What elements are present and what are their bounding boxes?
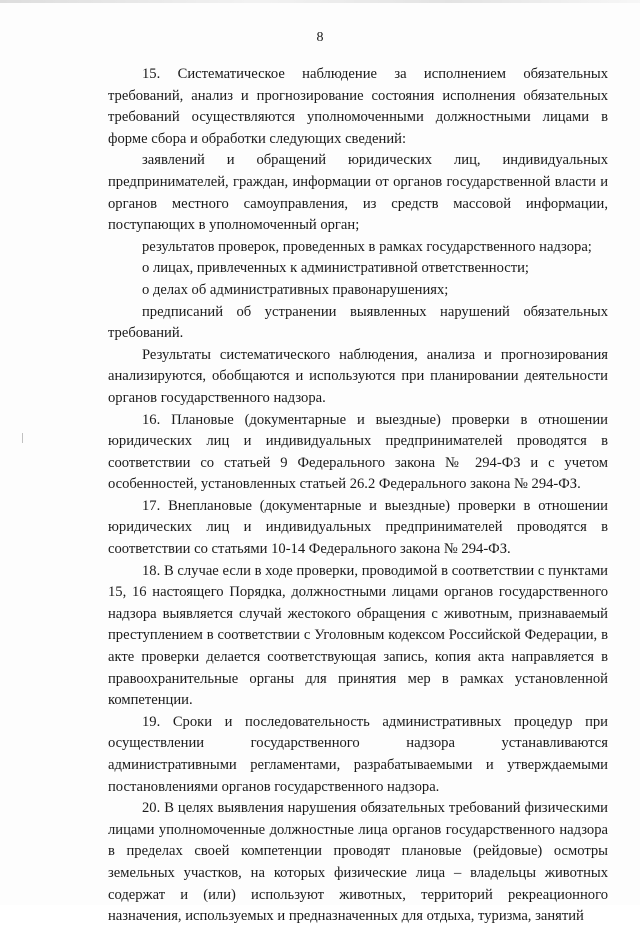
paragraph-results: Результаты систематического наблюдения, анализа и прогнозирования анализируются, обобщаются и используются при планировании деятельности органов государственного надзора. [108,346,608,406]
paragraph-18: 18. В случае если в ходе проверки, проводимой в соответствии с пунктами 15, 16 настоящего Порядка, должностными лицами органов государственного надзора выявляется случай жестокого обращения с животным, признаваемый преступлением в соответствии с Уголовным кодексом Российской Федерации, в акте проверки делается соответствующая запись, копия акта направляется в правоохранительные органы для принятия мер в рамках установленной компетенции. [108,562,608,709]
list-item-liable-persons: о лицах, привлеченных к административной ответственности; [142,260,529,277]
paragraph-15: 15. Систематическое наблюдение за исполнением обязательных требований, анализ и прогнозирование состояния исполнения обязательных требований осуществляются уполномоченными должностными лицами в форме сбора и обработки следующих сведений: [108,66,608,147]
list-item-applications: заявлений и обращений юридических лиц, индивидуальных предпринимателей, граждан, информации от органов государственной власти и органов местного самоуправления, из средств массовой информации, поступающих в уполномоченный орган; [108,152,608,234]
list-item-offence-cases: о делах об административных правонарушениях; [142,281,449,298]
page-number: 8 [316,30,324,45]
scan-top-edge [0,0,640,3]
paragraph-17: 17. Внеплановые (документарные и выездные) проверки в отношении юридических лиц и индивидуальных предпринимателей проводятся в соответствии со статьями 10-14 Федерального закона № 294-ФЗ. [108,497,608,558]
scan-artifact [22,433,27,443]
list-item-orders: предписаний об устранении выявленных нарушений обязательных требований. [108,303,608,342]
document-body [108,64,608,928]
paragraph-16: 16. Плановые (документарные и выездные) проверки в отношении юридических лиц и индивидуальных предпринимателей проводятся в соответствии со статьей 9 Федерального закона № 294-ФЗ и с учетом особенностей, установленных статьей 26.2 Федерального закона № 294-ФЗ. [108,411,608,493]
paragraph-20: 20. В целях выявления нарушения обязательных требований физическими лицами уполномоченные должностные лица органов государственного надзора в пределах своей компетенции проводят плановые (рейдовые) осмотры земельных участков, на которых физические лица – владельцы животных содержат и (или) используют животных, территорий рекреационного назначения, используемых и предназначенных для отдыха, туризма, занятий [108,800,608,925]
list-item-inspection-results: результатов проверок, проведенных в рамках государственного надзора; [142,238,592,255]
paragraph-19: 19. Сроки и последовательность административных процедур при осуществлении государственного надзора устанавливаются административными регламентами, разрабатываемыми и утверждаемыми постановлениями органов государственного надзора. [108,713,608,795]
